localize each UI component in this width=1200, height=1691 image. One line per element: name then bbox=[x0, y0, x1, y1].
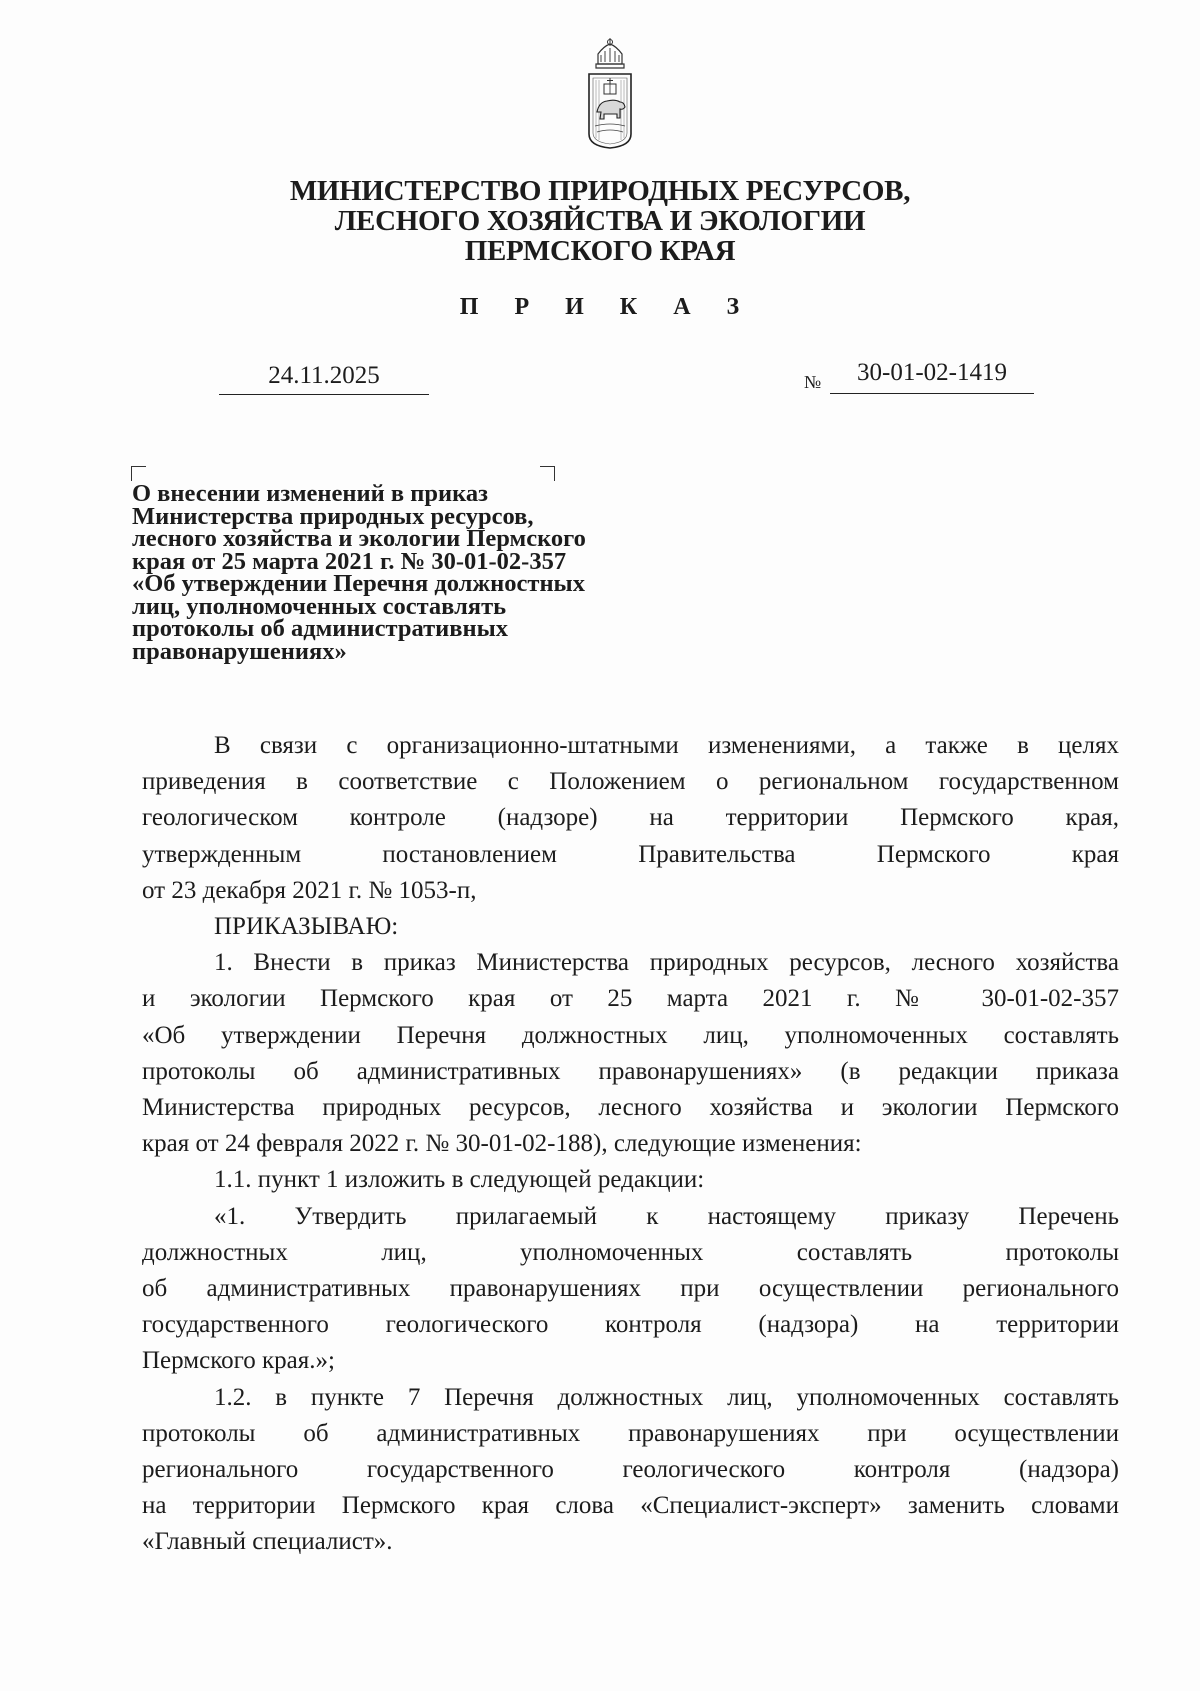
body-line: об административных правонарушениях при осуществлении регионального bbox=[142, 1275, 1119, 1303]
subject-line: протоколы об административных bbox=[132, 615, 508, 642]
body-line: 1.2. в пункте 7 Перечня должностных лиц, уполномоченных составлять bbox=[214, 1383, 1119, 1411]
body-line: «Главный специалист». bbox=[142, 1528, 393, 1556]
subject-line: края от 25 марта 2021 г. № 30-01-02-357 bbox=[132, 547, 567, 575]
order-number: 30-01-02-1419 bbox=[830, 359, 1034, 394]
subject-line: «Об утверждении Перечня должностных bbox=[132, 570, 585, 597]
number-sign: № bbox=[804, 372, 822, 392]
ministry-name-line: ПЕРМСКОГО КРАЯ bbox=[464, 235, 736, 267]
body-line: 1.1. пункт 1 изложить в следующей редакции: bbox=[214, 1166, 705, 1194]
subject-line: О внесении изменений в приказ bbox=[132, 480, 488, 507]
coat-of-arms-icon bbox=[585, 38, 635, 150]
body-line: «1. Утвердить прилагаемый к настоящему приказу Перечень bbox=[214, 1202, 1119, 1230]
body-line: геологическом контроле (надзоре) на территории Пермского края, bbox=[142, 804, 1119, 832]
subject-bracket-right bbox=[540, 466, 555, 481]
subject-bracket-left bbox=[131, 466, 146, 481]
body-line: должностных лиц, уполномоченных составлять протоколы bbox=[142, 1238, 1119, 1266]
ministry-name-line: МИНИСТЕРСТВО ПРИРОДНЫХ РЕСУРСОВ, bbox=[289, 175, 911, 207]
document-type-title: П Р И К А З bbox=[459, 294, 755, 320]
body-line: Министерства природных ресурсов, лесного хозяйства и экологии Пермского bbox=[142, 1094, 1119, 1122]
body-line: приведения в соответствие с Положением о региональном государственном bbox=[142, 768, 1119, 796]
subject-line: лиц, уполномоченных составлять bbox=[132, 592, 507, 620]
ministry-name bbox=[0, 176, 1200, 266]
order-subject bbox=[132, 480, 692, 665]
body-line: государственного геологического контроля (надзора) на территории bbox=[142, 1311, 1119, 1339]
body-line: 1. Внести в приказ Министерства природных ресурсов, лесного хозяйства bbox=[214, 949, 1119, 977]
subject-line: лесного хозяйства и экологии Пермского bbox=[132, 525, 586, 552]
body-line: регионального государственного геологического контроля (надзора) bbox=[142, 1456, 1119, 1484]
order-date: 24.11.2025 bbox=[219, 362, 429, 395]
body-line: Пермского края.»; bbox=[142, 1347, 335, 1375]
body-line: края от 24 февраля 2022 г. № 30-01-02-188), следующие изменения: bbox=[142, 1130, 862, 1158]
body-line: протоколы об административных правонарушениях» (в редакции приказа bbox=[142, 1057, 1119, 1085]
order-body bbox=[142, 728, 1119, 1561]
subject-line: правонарушениях» bbox=[132, 637, 347, 665]
subject-line: Министерства природных ресурсов, bbox=[132, 502, 534, 530]
ministry-name-line: ЛЕСНОГО ХОЗЯЙСТВА И ЭКОЛОГИИ bbox=[334, 205, 866, 237]
body-line: ПРИКАЗЫВАЮ: bbox=[214, 913, 399, 941]
body-line: утвержденным постановлением Правительства Пермского края bbox=[142, 840, 1119, 868]
body-line: на территории Пермского края слова «Специалист-эксперт» заменить словами bbox=[142, 1492, 1119, 1520]
body-line: от 23 декабря 2021 г. № 1053-п, bbox=[142, 876, 477, 904]
body-line: В связи с организационно-штатными изменениями, а также в целях bbox=[214, 732, 1119, 759]
body-line: протоколы об административных правонарушениях при осуществлении bbox=[142, 1419, 1119, 1447]
body-line: и экологии Пермского края от 25 марта 2021 г. № 30-01-02-357 bbox=[142, 985, 1119, 1013]
body-line: «Об утверждении Перечня должностных лиц, уполномоченных составлять bbox=[142, 1021, 1119, 1049]
